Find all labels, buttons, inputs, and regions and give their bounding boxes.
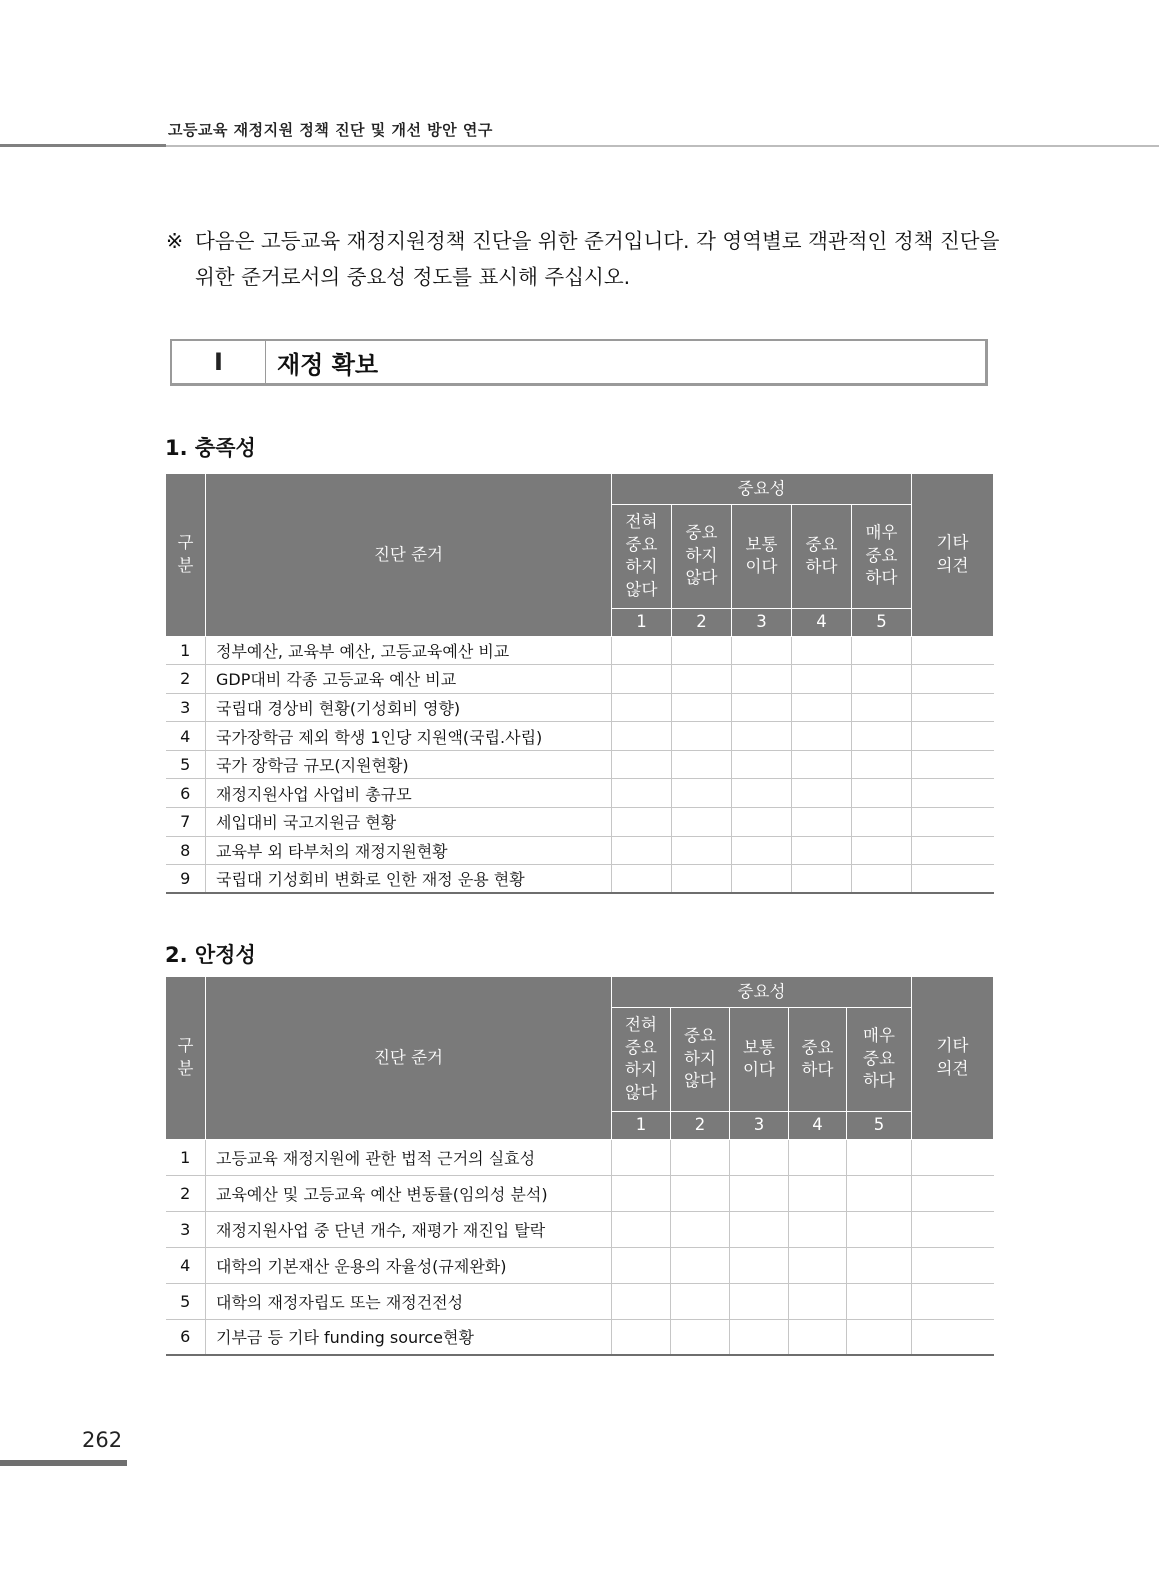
rating-cell-5[interactable] [847,1211,912,1247]
other-opinion-cell[interactable] [912,665,994,694]
table-row [166,1211,994,1247]
rating-cell-5[interactable] [852,693,912,722]
criterion-text: 기부금 등 기타 funding source현황 [206,1319,612,1355]
rating-cell-4[interactable] [792,865,852,894]
scale-label-line: 하다 [865,568,898,588]
scale-score-4: 4 [789,1111,847,1139]
rating-cell-2[interactable] [672,865,732,894]
header-gubun [166,474,206,636]
rating-cell-2[interactable] [671,1139,730,1175]
subsection-heading-2: 2. 안정성 [165,943,256,967]
rating-cell-1[interactable] [612,1211,671,1247]
rating-cell-2[interactable] [672,693,732,722]
scale-label-line: 전혀 [625,512,658,531]
rating-cell-5[interactable] [852,636,912,665]
rating-cell-5[interactable] [852,779,912,808]
rating-cell-1[interactable] [612,808,672,837]
header-other-2: 의견 [936,1058,969,1078]
rating-cell-2[interactable] [672,836,732,865]
row-number: 6 [166,1319,206,1355]
criterion-text: 재정지원사업 사업비 총규모 [206,779,612,808]
scale-label-5 [847,1007,912,1111]
scale-score-5: 5 [852,608,912,636]
scale-label-line: 중요 [805,534,838,554]
rating-cell-5[interactable] [852,722,912,751]
scale-label-4 [789,1007,847,1111]
scale-label-line: 전혀 [625,1015,657,1034]
instructions-line-1: 다음은 고등교육 재정지원정책 진단을 위한 준거입니다. 각 영역별로 객관적인 정책 진단을 [195,229,1000,253]
table-row [166,808,994,837]
rating-cell-4[interactable] [792,693,852,722]
rating-cell-1[interactable] [612,1247,671,1283]
table-row [166,665,994,694]
rating-cell-1[interactable] [612,750,672,779]
rating-cell-3[interactable] [730,1139,789,1175]
table-row [166,636,994,665]
scale-label-line: 중요 [863,1048,895,1068]
scale-label-5 [852,504,912,608]
criterion-text: 대학의 기본재산 운용의 자율성(규제완화) [206,1247,612,1283]
rating-cell-2[interactable] [671,1175,730,1211]
footer-bar [0,1460,127,1466]
row-number: 3 [166,693,206,722]
criterion-text: 교육예산 및 고등교육 예산 변동률(임의성 분석) [206,1175,612,1211]
header-gubun-1: 구 [177,533,194,553]
rating-cell-1[interactable] [612,693,672,722]
criterion-text: GDP대비 각종 고등교육 예산 비교 [206,665,612,694]
scale-label-line: 매우 [863,1026,895,1046]
rating-cell-4[interactable] [792,779,852,808]
rating-cell-4[interactable] [789,1175,847,1211]
other-opinion-cell[interactable] [912,779,994,808]
rating-cell-3[interactable] [732,693,792,722]
header-criteria: 진단 준거 [206,977,612,1139]
rating-cell-5[interactable] [852,836,912,865]
rating-cell-3[interactable] [732,750,792,779]
rating-cell-5[interactable] [847,1175,912,1211]
scale-score-1: 1 [612,1111,671,1139]
rating-cell-5[interactable] [852,865,912,894]
rating-cell-5[interactable] [852,665,912,694]
subsection-heading-1: 1. 충족성 [165,436,256,460]
row-number: 1 [166,636,206,665]
row-number: 7 [166,808,206,837]
section-number: Ⅰ [172,341,266,383]
other-opinion-cell[interactable] [912,750,994,779]
rating-cell-5[interactable] [847,1139,912,1175]
criteria-table-sufficiency [165,474,994,894]
row-number: 3 [166,1211,206,1247]
rating-cell-2[interactable] [672,636,732,665]
scale-label-line: 하다 [805,557,838,576]
criterion-text: 재정지원사업 중 단년 개수, 재평가 재진입 탈락 [206,1211,612,1247]
table-row [166,836,994,865]
scale-label-line: 중요 [865,545,898,565]
rating-cell-1[interactable] [612,636,672,665]
scale-score-2: 2 [671,1111,730,1139]
rating-cell-3[interactable] [732,636,792,665]
instructions [166,223,1006,295]
header-other-1: 기타 [936,1036,969,1056]
rating-cell-1[interactable] [612,1139,671,1175]
scale-label-line: 중요 [684,1026,716,1046]
rating-cell-2[interactable] [672,808,732,837]
scale-label-line: 이다 [745,557,778,576]
rating-cell-2[interactable] [671,1247,730,1283]
table-row [166,1247,994,1283]
rating-cell-4[interactable] [789,1283,847,1319]
row-number: 5 [166,750,206,779]
scale-label-line: 보통 [743,1037,775,1057]
rating-cell-1[interactable] [612,865,672,894]
table-row [166,1283,994,1319]
scale-label-3 [732,504,792,608]
criterion-text: 대학의 재정자립도 또는 재정건전성 [206,1283,612,1319]
rating-cell-4[interactable] [792,722,852,751]
criterion-text: 정부예산, 교육부 예산, 고등교육예산 비교 [206,636,612,665]
header-gubun-2: 분 [177,1058,194,1078]
criterion-text: 국가 장학금 규모(지원현황) [206,750,612,779]
row-number: 8 [166,836,206,865]
rating-cell-2[interactable] [672,779,732,808]
scale-label-line: 하지 [625,1060,657,1079]
table-row [166,1175,994,1211]
rating-cell-4[interactable] [792,750,852,779]
rating-cell-2[interactable] [671,1283,730,1319]
scale-label-line: 이다 [743,1060,775,1079]
scale-label-line: 하지 [685,545,718,565]
rating-cell-2[interactable] [672,722,732,751]
rating-cell-4[interactable] [792,808,852,837]
scale-label-3 [730,1007,789,1111]
rating-cell-3[interactable] [732,722,792,751]
rating-cell-2[interactable] [671,1211,730,1247]
other-opinion-cell[interactable] [912,1247,994,1283]
other-opinion-cell[interactable] [912,636,994,665]
scale-label-2 [672,504,732,608]
scale-score-4: 4 [792,608,852,636]
header-rule [166,145,1159,147]
other-opinion-cell[interactable] [912,865,994,894]
rating-cell-4[interactable] [789,1139,847,1175]
rating-cell-5[interactable] [852,750,912,779]
rating-cell-5[interactable] [847,1319,912,1355]
rating-cell-1[interactable] [612,1319,671,1355]
header-rule-dark [0,144,166,147]
scale-score-3: 3 [732,608,792,636]
rating-cell-1[interactable] [612,1175,671,1211]
header-other-2: 의견 [936,555,969,575]
row-number: 9 [166,865,206,894]
section-title: 재정 확보 [277,350,379,379]
scale-label-line: 중요 [801,1037,834,1057]
header-other-opinion [912,474,994,636]
row-number: 4 [166,722,206,751]
criterion-text: 교육부 외 타부처의 재정지원현황 [206,836,612,865]
criterion-text: 국립대 기성회비 변화로 인한 재정 운용 현황 [206,865,612,894]
rating-cell-4[interactable] [792,665,852,694]
rating-cell-5[interactable] [852,808,912,837]
scale-score-5: 5 [847,1111,912,1139]
other-opinion-cell[interactable] [912,1211,994,1247]
scale-label-line: 매우 [865,523,898,543]
scale-label-line: 중요 [685,523,718,543]
rating-cell-1[interactable] [612,836,672,865]
criterion-text: 국립대 경상비 현황(기성회비 영향) [206,693,612,722]
table-row [166,693,994,722]
table-row [166,750,994,779]
rating-cell-1[interactable] [612,665,672,694]
rating-cell-5[interactable] [847,1247,912,1283]
other-opinion-cell[interactable] [912,1139,994,1175]
page-number: 262 [82,1428,123,1452]
rating-cell-3[interactable] [732,808,792,837]
rating-cell-3[interactable] [732,836,792,865]
rating-cell-4[interactable] [789,1211,847,1247]
scale-score-2: 2 [672,608,732,636]
header-gubun-2: 분 [177,555,194,575]
criterion-text: 세입대비 국고지원금 현황 [206,808,612,837]
scale-score-1: 1 [612,608,672,636]
scale-label-line: 하지 [625,557,658,576]
rating-cell-4[interactable] [789,1319,847,1355]
row-number: 2 [166,665,206,694]
other-opinion-cell[interactable] [912,808,994,837]
criterion-text: 국가장학금 제외 학생 1인당 지원액(국립.사립) [206,722,612,751]
other-opinion-cell[interactable] [912,1175,994,1211]
scale-label-line: 중요 [625,534,658,554]
row-number: 2 [166,1175,206,1211]
scale-label-line: 않다 [625,579,658,599]
scale-label-line: 중요 [625,1037,657,1057]
instructions-line-2: 위한 준거로서의 중요성 정도를 표시해 주십시오. [195,265,631,289]
scale-label-line: 하다 [863,1071,895,1091]
rating-cell-2[interactable] [672,665,732,694]
other-opinion-cell[interactable] [912,1319,994,1355]
table-row [166,779,994,808]
table-row [166,722,994,751]
other-opinion-cell[interactable] [912,693,994,722]
scale-label-line: 하지 [684,1048,716,1068]
header-gubun-1: 구 [177,1036,194,1056]
rating-cell-5[interactable] [847,1283,912,1319]
rating-cell-4[interactable] [792,836,852,865]
table-row [166,1139,994,1175]
rating-cell-3[interactable] [732,865,792,894]
rating-cell-1[interactable] [612,722,672,751]
scale-label-line: 않다 [685,568,718,588]
rating-cell-4[interactable] [792,636,852,665]
header-other-opinion [912,977,994,1139]
rating-cell-4[interactable] [789,1247,847,1283]
row-number: 6 [166,779,206,808]
scale-label-2 [671,1007,730,1111]
rating-cell-3[interactable] [730,1283,789,1319]
rating-cell-3[interactable] [732,779,792,808]
rating-cell-2[interactable] [671,1319,730,1355]
header-other-1: 기타 [936,533,969,553]
table-row [166,1319,994,1355]
rating-cell-1[interactable] [612,779,672,808]
scale-label-1 [612,504,672,608]
rating-cell-1[interactable] [612,1283,671,1319]
section-title-box [170,339,988,386]
scale-label-line: 않다 [625,1082,657,1102]
header-criteria: 진단 준거 [206,474,612,636]
scale-label-line: 하다 [801,1060,834,1079]
header-importance: 중요성 [612,474,912,504]
table-row [166,865,994,894]
reference-mark: ※ [166,229,184,253]
criterion-text: 고등교육 재정지원에 관한 법적 근거의 실효성 [206,1139,612,1175]
criteria-table-stability [165,977,994,1356]
running-header: 고등교육 재정지원 정책 진단 및 개선 방안 연구 [168,121,493,139]
scale-label-line: 않다 [684,1071,716,1091]
rating-cell-3[interactable] [730,1211,789,1247]
scale-label-line: 보통 [745,534,778,554]
scale-score-3: 3 [730,1111,789,1139]
rating-cell-3[interactable] [730,1247,789,1283]
scale-label-4 [792,504,852,608]
rating-cell-3[interactable] [730,1319,789,1355]
rating-cell-3[interactable] [732,665,792,694]
rating-cell-2[interactable] [672,750,732,779]
other-opinion-cell[interactable] [912,836,994,865]
row-number: 1 [166,1139,206,1175]
row-number: 4 [166,1247,206,1283]
header-importance: 중요성 [612,977,912,1007]
scale-label-1 [612,1007,671,1111]
row-number: 5 [166,1283,206,1319]
other-opinion-cell[interactable] [912,722,994,751]
header-gubun [166,977,206,1139]
other-opinion-cell[interactable] [912,1283,994,1319]
rating-cell-3[interactable] [730,1175,789,1211]
